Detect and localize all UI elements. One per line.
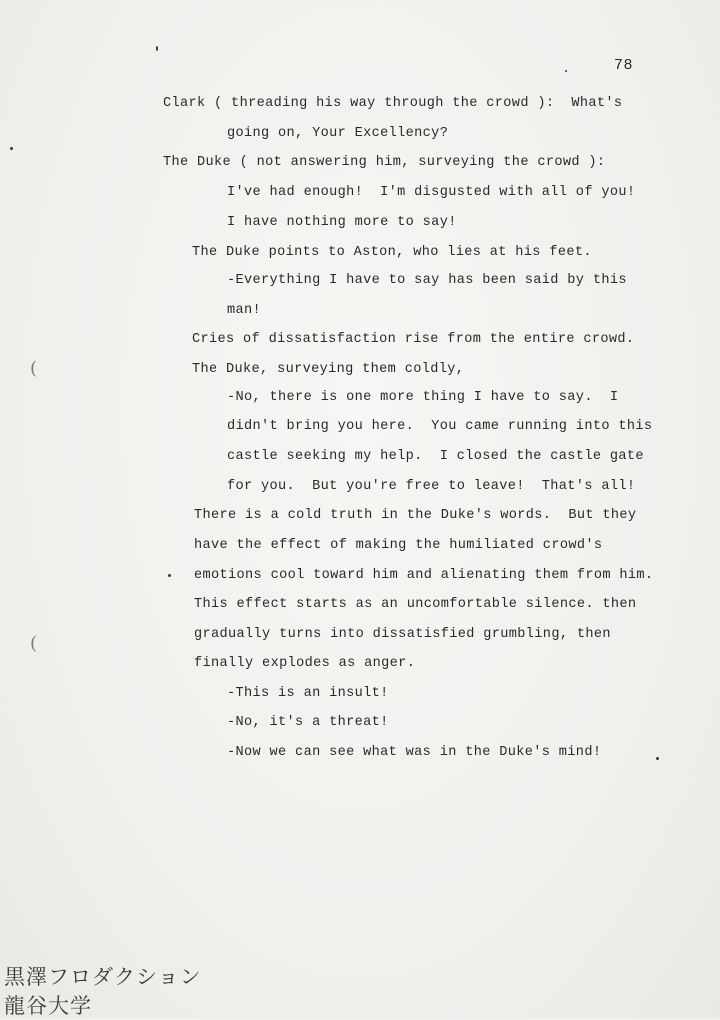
- page-number: 78: [614, 57, 634, 74]
- archive-stamp-line-2: 龍谷大学: [4, 994, 92, 1018]
- stage-direction: Cries of dissatisfaction rise from the entire crowd.: [192, 332, 635, 347]
- narrative-line: have the effect of making the humiliated crowd's: [194, 538, 603, 553]
- dialog-line: -Everything I have to say has been said by this: [227, 273, 627, 288]
- dialog-line: castle seeking my help. I closed the castle gate: [227, 449, 644, 464]
- margin-paren-mark: (: [30, 633, 38, 654]
- dialog-line: didn't bring you here. You came running into this: [227, 419, 653, 434]
- narrative-line: This effect starts as an uncomfortable silence. then: [194, 597, 637, 612]
- dialog-line: -No, there is one more thing I have to say. I: [227, 390, 619, 405]
- stage-direction: The Duke, surveying them coldly,: [192, 362, 465, 377]
- dialog-line: -Now we can see what was in the Duke's mind!: [227, 745, 602, 760]
- narrative-line: emotions cool toward him and alienating them from him.: [194, 568, 654, 583]
- narrative-line: There is a cold truth in the Duke's words. But they: [194, 508, 637, 523]
- dialog-line: for you. But you're free to leave! That's all!: [227, 479, 636, 494]
- speaker-line-duke: The Duke ( not answering him, surveying the crowd ):: [163, 155, 606, 170]
- paper-speck: [565, 70, 567, 72]
- paper-speck: [656, 757, 659, 760]
- speaker-line-clark: Clark ( threading his way through the crowd ): What's: [163, 96, 623, 111]
- dialog-line: man!: [227, 303, 262, 318]
- dialog-line: -This is an insult!: [227, 686, 389, 701]
- narrative-line: gradually turns into dissatisfied grumbling, then: [194, 627, 611, 642]
- dialog-line: -No, it's a threat!: [227, 715, 389, 730]
- dialog-line: going on, Your Excellency?: [227, 126, 449, 141]
- paper-speck: [156, 46, 158, 51]
- margin-paren-mark: (: [30, 358, 38, 379]
- archive-stamp-line-1: 黒澤フロダクション: [4, 965, 202, 989]
- dialog-line: I have nothing more to say!: [227, 215, 457, 230]
- stage-direction: The Duke points to Aston, who lies at his feet.: [192, 245, 592, 260]
- dialog-line: I've had enough! I'm disgusted with all of you!: [227, 185, 636, 200]
- narrative-line: finally explodes as anger.: [194, 656, 416, 671]
- paper-speck: [10, 147, 13, 150]
- bullet-mark: [168, 574, 171, 577]
